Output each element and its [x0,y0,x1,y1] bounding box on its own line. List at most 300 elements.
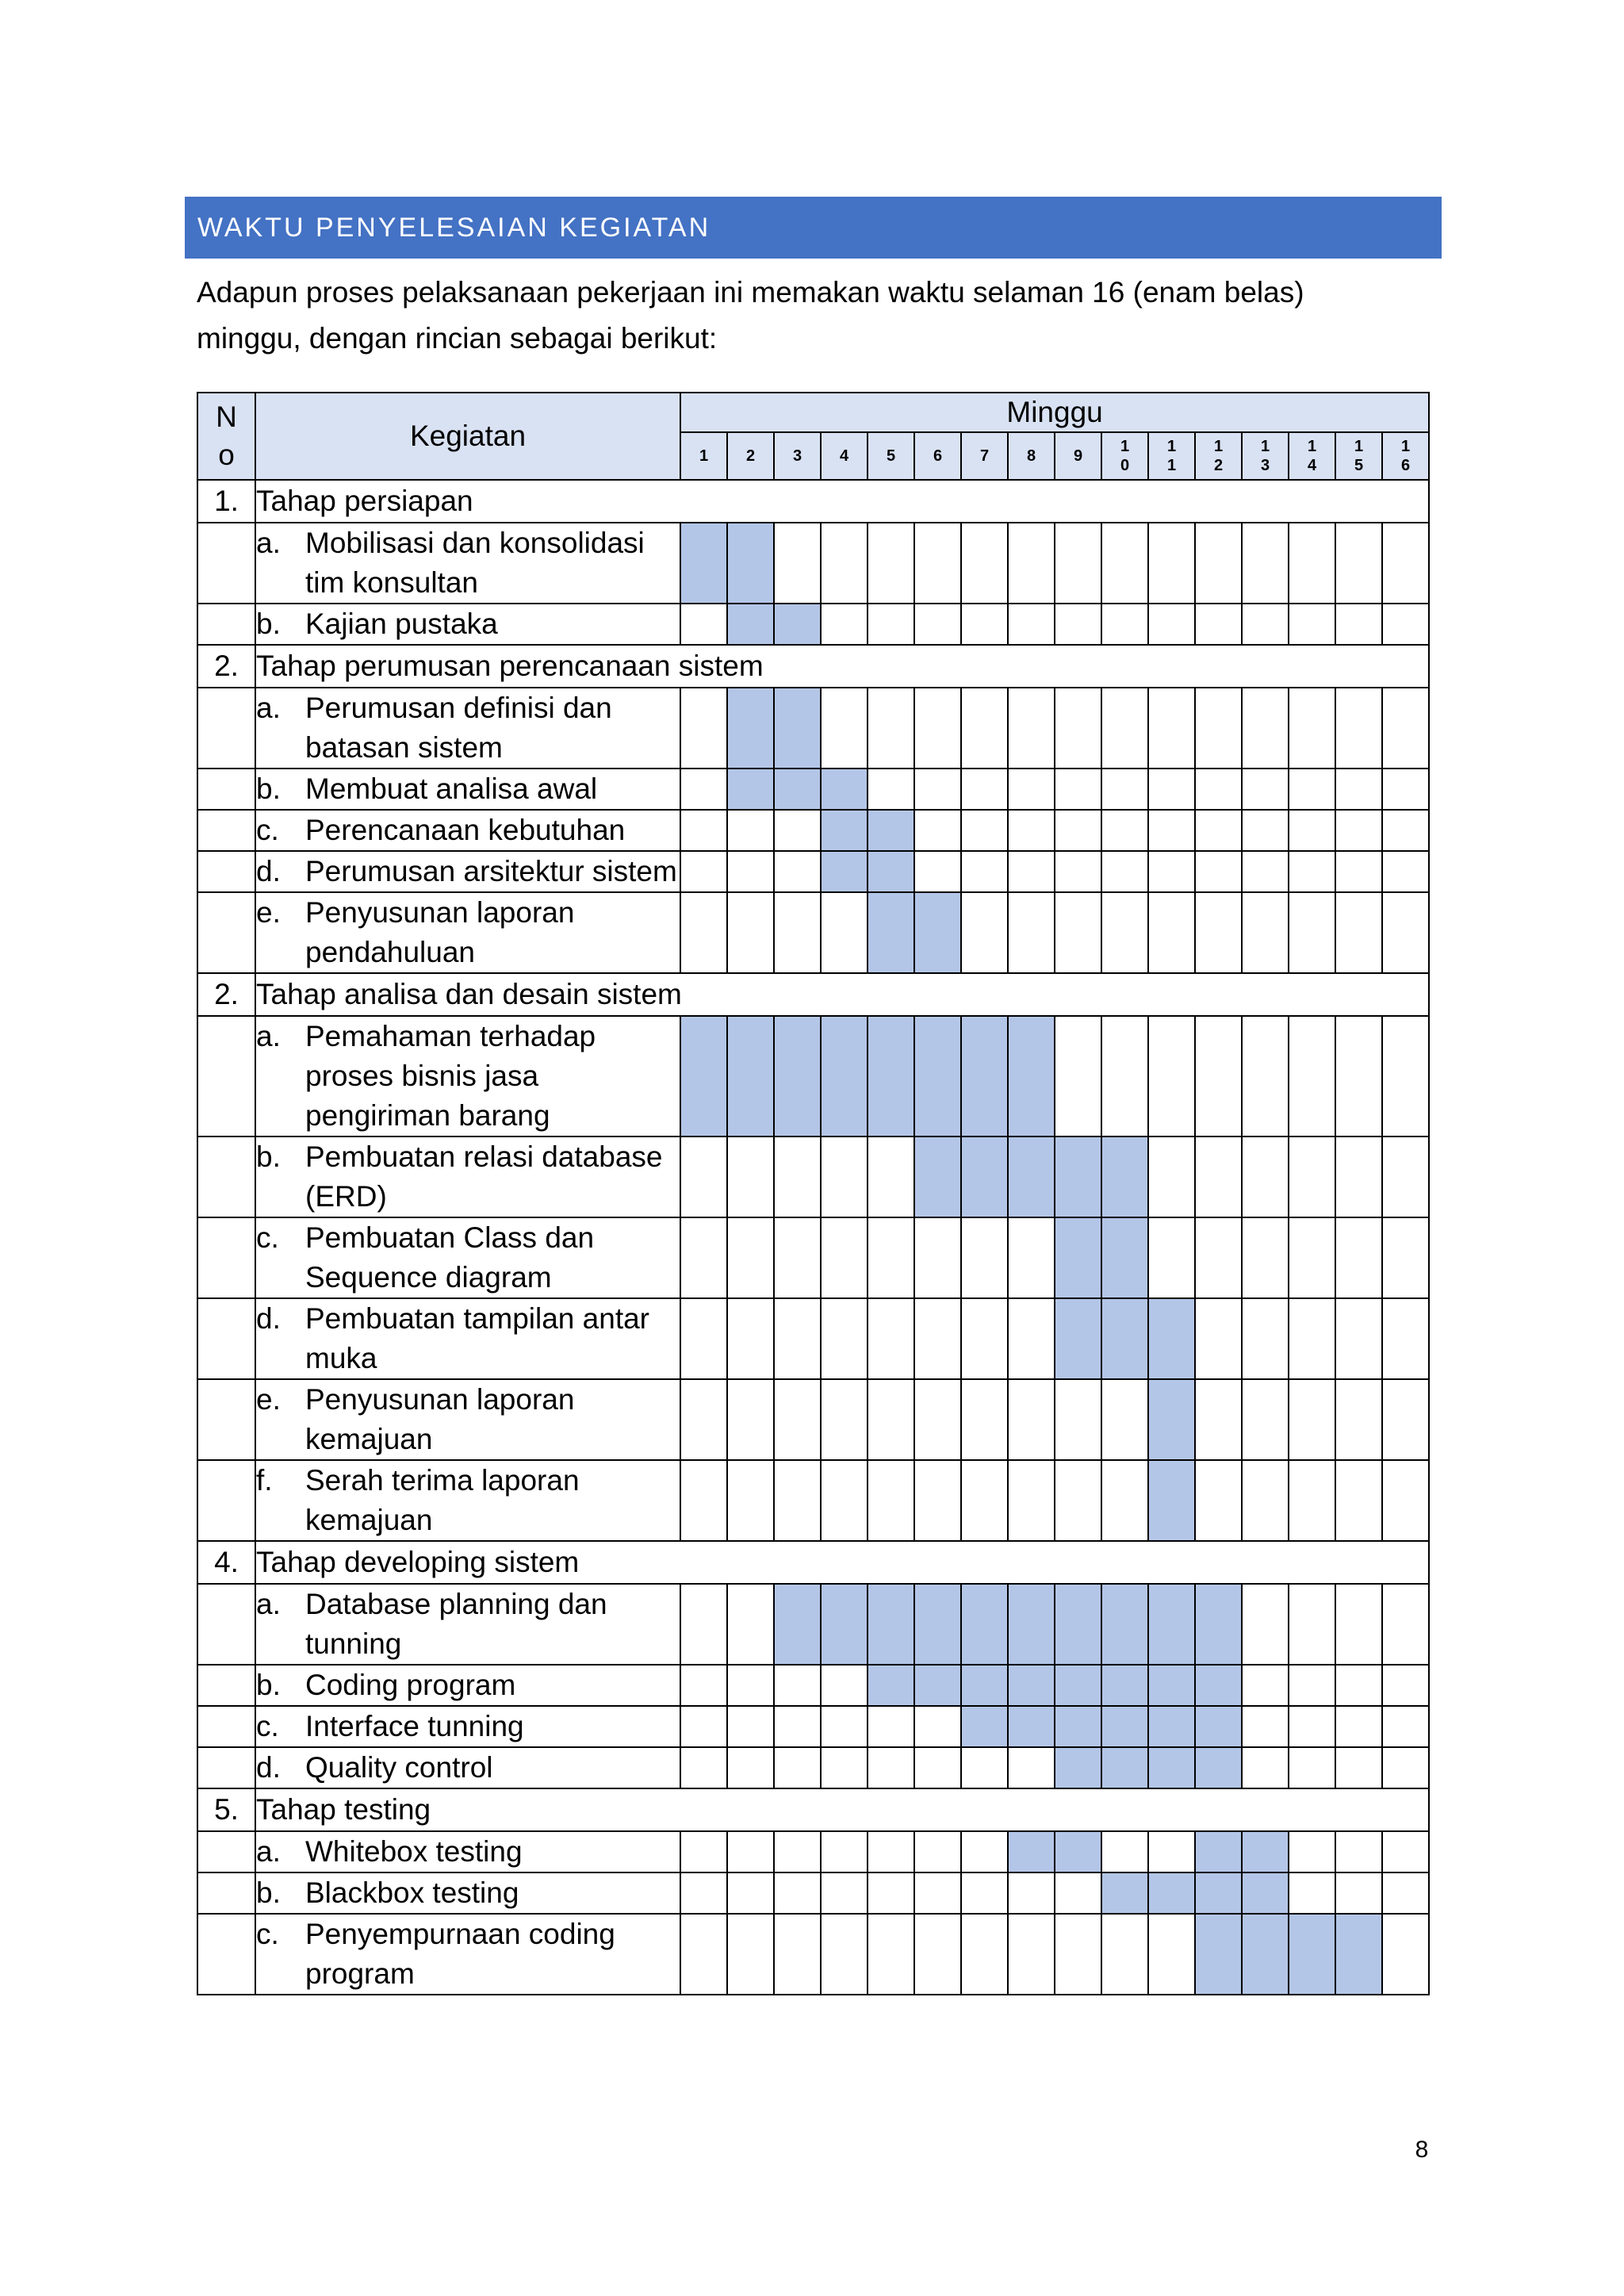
gantt-cell-active [1008,1706,1055,1747]
gantt-cell [1195,604,1242,645]
gantt-cell-active [868,1584,914,1665]
gantt-cell [1055,1914,1101,1995]
gantt-cell [1055,1379,1101,1460]
gantt-cell [1008,1217,1055,1298]
phase-label: Tahap persiapan [255,480,1429,523]
gantt-cell-active [1195,1872,1242,1914]
gantt-cell-active [774,769,821,810]
gantt-cell [1382,1460,1429,1541]
gantt-cell [680,769,727,810]
gantt-cell [868,1460,914,1541]
gantt-cell [1382,1016,1429,1137]
gantt-cell-active [774,688,821,769]
header-activity: Kegiatan [255,393,680,480]
gantt-cell-active [961,1016,1008,1137]
gantt-cell-active [821,851,868,892]
gantt-cell [727,1872,774,1914]
gantt-cell-active [1148,1379,1195,1460]
gantt-cell [1382,892,1429,973]
task-row [197,892,1429,973]
week-header-16 [1382,432,1429,480]
phase-label: Tahap developing sistem [255,1541,1429,1584]
task-letter: a. [256,1835,281,1868]
gantt-cell-active [1008,1665,1055,1706]
task-letter: d. [256,855,281,887]
gantt-cell [868,604,914,645]
gantt-cell-active [821,1016,868,1137]
week-header-9 [1055,432,1101,480]
gantt-cell [727,1137,774,1217]
gantt-cell [680,688,727,769]
task-letter: a. [256,692,281,724]
gantt-cell [821,1706,868,1747]
task-letter: b. [256,608,281,640]
gantt-cell [1242,604,1289,645]
gantt-cell [1148,1831,1195,1872]
gantt-cell [1242,1747,1289,1788]
phase-number: 2. [197,645,255,688]
gantt-cell [1195,1379,1242,1460]
gantt-cell [821,604,868,645]
gantt-cell [1382,1137,1429,1217]
task-number-cell [197,1137,255,1217]
task-number-cell [197,604,255,645]
task-letter: c. [256,1710,279,1742]
gantt-cell [914,1706,961,1747]
gantt-cell-active [1008,1584,1055,1665]
gantt-cell [1101,892,1148,973]
task-cell [255,769,680,810]
gantt-cell [1148,523,1195,604]
phase-label: Tahap perumusan perencanaan sistem [255,645,1429,688]
task-number-cell [197,1379,255,1460]
gantt-cell [680,604,727,645]
task-cell [255,1016,680,1137]
gantt-cell [1289,1584,1335,1665]
gantt-cell [727,1460,774,1541]
gantt-cell [1335,1872,1382,1914]
gantt-cell [1055,688,1101,769]
gantt-cell [774,851,821,892]
gantt-cell-active [680,1016,727,1137]
gantt-cell-active [1101,1706,1148,1747]
gantt-cell [1242,1460,1289,1541]
gantt-cell [961,1831,1008,1872]
gantt-cell [727,1379,774,1460]
gantt-cell [774,1137,821,1217]
gantt-cell [1335,810,1382,851]
gantt-cell [1195,769,1242,810]
task-label: Perumusan definisi dan batasan sistem [305,692,612,764]
gantt-cell [868,1831,914,1872]
gantt-cell [727,1298,774,1379]
gantt-cell [1195,810,1242,851]
gantt-cell [961,1298,1008,1379]
gantt-cell [1055,1016,1101,1137]
gantt-cell [774,1665,821,1706]
gantt-cell [961,851,1008,892]
task-label: Membuat analisa awal [305,772,598,805]
gantt-cell [1195,1298,1242,1379]
gantt-cell [914,769,961,810]
gantt-cell [1382,1665,1429,1706]
phase-label: Tahap analisa dan desain sistem [255,973,1429,1016]
gantt-cell [1008,523,1055,604]
gantt-cell [1382,1872,1429,1914]
gantt-cell [1008,1747,1055,1788]
gantt-cell [1148,1217,1195,1298]
gantt-cell [1242,1298,1289,1379]
gantt-cell-active [1195,1665,1242,1706]
gantt-cell-active [1101,1217,1148,1298]
task-number-cell [197,688,255,769]
gantt-cell [1148,810,1195,851]
gantt-cell [1242,688,1289,769]
gantt-cell [1008,1914,1055,1995]
gantt-cell [1289,1460,1335,1541]
gantt-cell [868,1914,914,1995]
gantt-cell [774,1914,821,1995]
gantt-cell [821,1137,868,1217]
task-row [197,810,1429,851]
gantt-cell [1382,1379,1429,1460]
task-label: Pembuatan relasi database (ERD) [305,1140,663,1213]
week-header-4 [821,432,868,480]
gantt-cell-active [1055,1747,1101,1788]
gantt-cell-active [1101,1872,1148,1914]
task-cell [255,1665,680,1706]
task-letter: e. [256,1383,281,1416]
gantt-cell [1335,1584,1382,1665]
gantt-cell [868,1298,914,1379]
gantt-cell [1335,1137,1382,1217]
gantt-cell [1289,769,1335,810]
gantt-cell [1335,1016,1382,1137]
gantt-cell-active [1055,1831,1101,1872]
task-letter: b. [256,1876,281,1909]
week-number: 1 [699,447,709,465]
gantt-cell [727,892,774,973]
task-cell [255,1460,680,1541]
gantt-cell [1335,769,1382,810]
gantt-cell-active [961,1706,1008,1747]
task-cell [255,1872,680,1914]
task-number-cell [197,1706,255,1747]
gantt-cell [774,810,821,851]
gantt-cell [1382,523,1429,604]
gantt-cell [1101,1379,1148,1460]
gantt-cell-active [1101,1665,1148,1706]
task-row [197,1460,1429,1541]
task-number-cell [197,1914,255,1995]
gantt-cell [914,1872,961,1914]
schedule-table-body [197,480,1429,1995]
gantt-cell [1055,851,1101,892]
gantt-cell [1195,1460,1242,1541]
task-cell [255,1298,680,1379]
gantt-cell [821,1460,868,1541]
gantt-cell [914,688,961,769]
task-row [197,1831,1429,1872]
gantt-cell [1101,1914,1148,1995]
gantt-cell [1195,1217,1242,1298]
week-header-12 [1195,432,1242,480]
week-header-3 [774,432,821,480]
gantt-cell-active [680,523,727,604]
gantt-cell [680,1914,727,1995]
gantt-cell [1055,810,1101,851]
gantt-cell-active [868,892,914,973]
gantt-cell [1008,1379,1055,1460]
gantt-cell [1008,810,1055,851]
gantt-cell [1055,523,1101,604]
gantt-cell-active [914,1016,961,1137]
gantt-cell-active [1195,1584,1242,1665]
gantt-cell [1195,1137,1242,1217]
task-row [197,1584,1429,1665]
phase-number: 2. [197,973,255,1016]
task-number-cell [197,1747,255,1788]
task-letter: d. [256,1751,281,1784]
gantt-cell [1055,604,1101,645]
gantt-cell [1101,1016,1148,1137]
gantt-cell-active [914,1665,961,1706]
gantt-cell [1335,604,1382,645]
gantt-cell-active [821,810,868,851]
gantt-cell-active [727,688,774,769]
task-label: Kajian pustaka [305,608,498,640]
gantt-cell-active [868,851,914,892]
gantt-cell [1335,1747,1382,1788]
gantt-cell [821,1914,868,1995]
gantt-cell [914,1914,961,1995]
gantt-cell [1008,1460,1055,1541]
gantt-cell [680,1379,727,1460]
gantt-cell [1335,1217,1382,1298]
gantt-cell [1335,1298,1382,1379]
gantt-cell [1382,1298,1429,1379]
gantt-cell [1195,892,1242,973]
week-header-15 [1335,432,1382,480]
gantt-cell [914,1379,961,1460]
gantt-cell [1382,1706,1429,1747]
week-header-8 [1008,432,1055,480]
task-row [197,1747,1429,1788]
gantt-cell-active [914,1137,961,1217]
gantt-cell [1382,1914,1429,1995]
task-row [197,1217,1429,1298]
task-letter: b. [256,772,281,805]
gantt-cell [1101,810,1148,851]
task-cell [255,1914,680,1995]
gantt-cell [1242,1665,1289,1706]
gantt-cell [727,1747,774,1788]
week-number: 8 [1026,447,1036,465]
task-number-cell [197,892,255,973]
gantt-cell [1382,1831,1429,1872]
task-number-cell [197,851,255,892]
task-cell [255,604,680,645]
gantt-cell [1008,892,1055,973]
gantt-cell [774,892,821,973]
week-header-6 [914,432,961,480]
week-header-14 [1289,432,1335,480]
gantt-cell-active [774,1584,821,1665]
gantt-cell [1382,1217,1429,1298]
gantt-cell [961,892,1008,973]
gantt-cell [821,892,868,973]
gantt-cell [1195,523,1242,604]
gantt-cell [821,1665,868,1706]
gantt-cell [1382,810,1429,851]
gantt-cell [1242,523,1289,604]
task-cell [255,688,680,769]
phase-number: 5. [197,1788,255,1831]
gantt-cell [961,810,1008,851]
gantt-cell [1289,1217,1335,1298]
gantt-cell [1289,1137,1335,1217]
task-cell [255,1747,680,1788]
gantt-cell [868,769,914,810]
gantt-cell [1148,1137,1195,1217]
gantt-cell [868,688,914,769]
gantt-cell [1242,892,1289,973]
task-letter: b. [256,1669,281,1701]
task-row [197,1298,1429,1379]
task-number-cell [197,1665,255,1706]
gantt-cell [1289,1379,1335,1460]
gantt-cell-active [1101,1137,1148,1217]
task-letter: d. [256,1302,281,1335]
gantt-cell [1289,851,1335,892]
gantt-cell [727,1584,774,1665]
intro-line-1: Adapun proses pelaksanaan pekerjaan ini memakan waktu selaman 16 (enam belas) [197,276,1304,309]
gantt-cell [1101,604,1148,645]
phase-number: 4. [197,1541,255,1584]
gantt-cell [1008,688,1055,769]
task-letter: e. [256,896,281,929]
gantt-cell [1101,769,1148,810]
task-cell [255,810,680,851]
gantt-cell [774,523,821,604]
gantt-cell-active [1242,1872,1289,1914]
gantt-cell [914,1298,961,1379]
gantt-cell [961,1460,1008,1541]
gantt-cell-active [1195,1706,1242,1747]
gantt-cell [1335,892,1382,973]
phase-label: Tahap testing [255,1788,1429,1831]
gantt-cell [680,851,727,892]
task-cell [255,1379,680,1460]
gantt-cell [1382,688,1429,769]
gantt-cell-active [1101,1747,1148,1788]
task-cell [255,1217,680,1298]
gantt-cell [868,1137,914,1217]
gantt-cell [1101,1831,1148,1872]
gantt-cell [961,604,1008,645]
task-label: Penyempurnaan coding program [305,1918,615,1990]
week-number: 16 [1400,438,1411,474]
gantt-cell [1382,851,1429,892]
task-number-cell [197,1016,255,1137]
gantt-cell-active [868,1665,914,1706]
task-label: Mobilisasi dan konsolidasi tim konsultan [305,527,645,599]
task-row [197,523,1429,604]
gantt-cell-active [1055,1217,1101,1298]
task-number-cell [197,1298,255,1379]
gantt-cell [1382,1584,1429,1665]
gantt-cell [1055,1460,1101,1541]
gantt-cell [1335,1665,1382,1706]
gantt-cell-active [1008,1137,1055,1217]
gantt-cell [914,523,961,604]
week-number: 13 [1260,438,1270,474]
gantt-cell [1289,1872,1335,1914]
gantt-cell [680,1137,727,1217]
gantt-cell-active [1101,1298,1148,1379]
task-number-cell [197,1584,255,1665]
gantt-cell-active [1148,1298,1195,1379]
gantt-cell-active [868,1016,914,1137]
task-cell [255,892,680,973]
week-header-1 [680,432,727,480]
gantt-cell-active [727,523,774,604]
gantt-cell [868,1747,914,1788]
gantt-cell [680,1747,727,1788]
gantt-cell-active [1101,1584,1148,1665]
gantt-cell [727,1914,774,1995]
phase-number: 1. [197,480,255,523]
gantt-cell [774,1379,821,1460]
gantt-cell [774,1872,821,1914]
gantt-cell-active [727,1016,774,1137]
gantt-cell [774,1460,821,1541]
week-header-13 [1242,432,1289,480]
gantt-cell [1242,1706,1289,1747]
gantt-cell [1242,1379,1289,1460]
gantt-cell [1195,851,1242,892]
gantt-cell [868,1379,914,1460]
gantt-cell [1289,688,1335,769]
task-letter: c. [256,1221,279,1254]
phase-row [197,645,1429,688]
gantt-cell [727,1831,774,1872]
gantt-cell [1242,769,1289,810]
gantt-cell [680,1872,727,1914]
gantt-cell [1008,1298,1055,1379]
gantt-cell [961,523,1008,604]
gantt-cell [821,1379,868,1460]
phase-row [197,1541,1429,1584]
gantt-cell [1335,851,1382,892]
gantt-cell [727,1665,774,1706]
task-letter: a. [256,1020,281,1052]
task-label: Blackbox testing [305,1876,519,1909]
intro-line-2: minggu, dengan rincian sebagai berikut: [197,322,718,355]
gantt-cell-active [1148,1584,1195,1665]
gantt-cell [774,1747,821,1788]
gantt-cell [1148,851,1195,892]
gantt-cell-active [774,1016,821,1137]
gantt-cell [1242,1137,1289,1217]
gantt-cell-active [1055,1584,1101,1665]
task-label: Pemahaman terhadap proses bisnis jasa pengiriman barang [305,1020,596,1132]
task-number-cell [197,1217,255,1298]
gantt-cell [1289,1016,1335,1137]
week-header-2 [727,432,774,480]
gantt-cell [821,523,868,604]
gantt-cell [868,1706,914,1747]
